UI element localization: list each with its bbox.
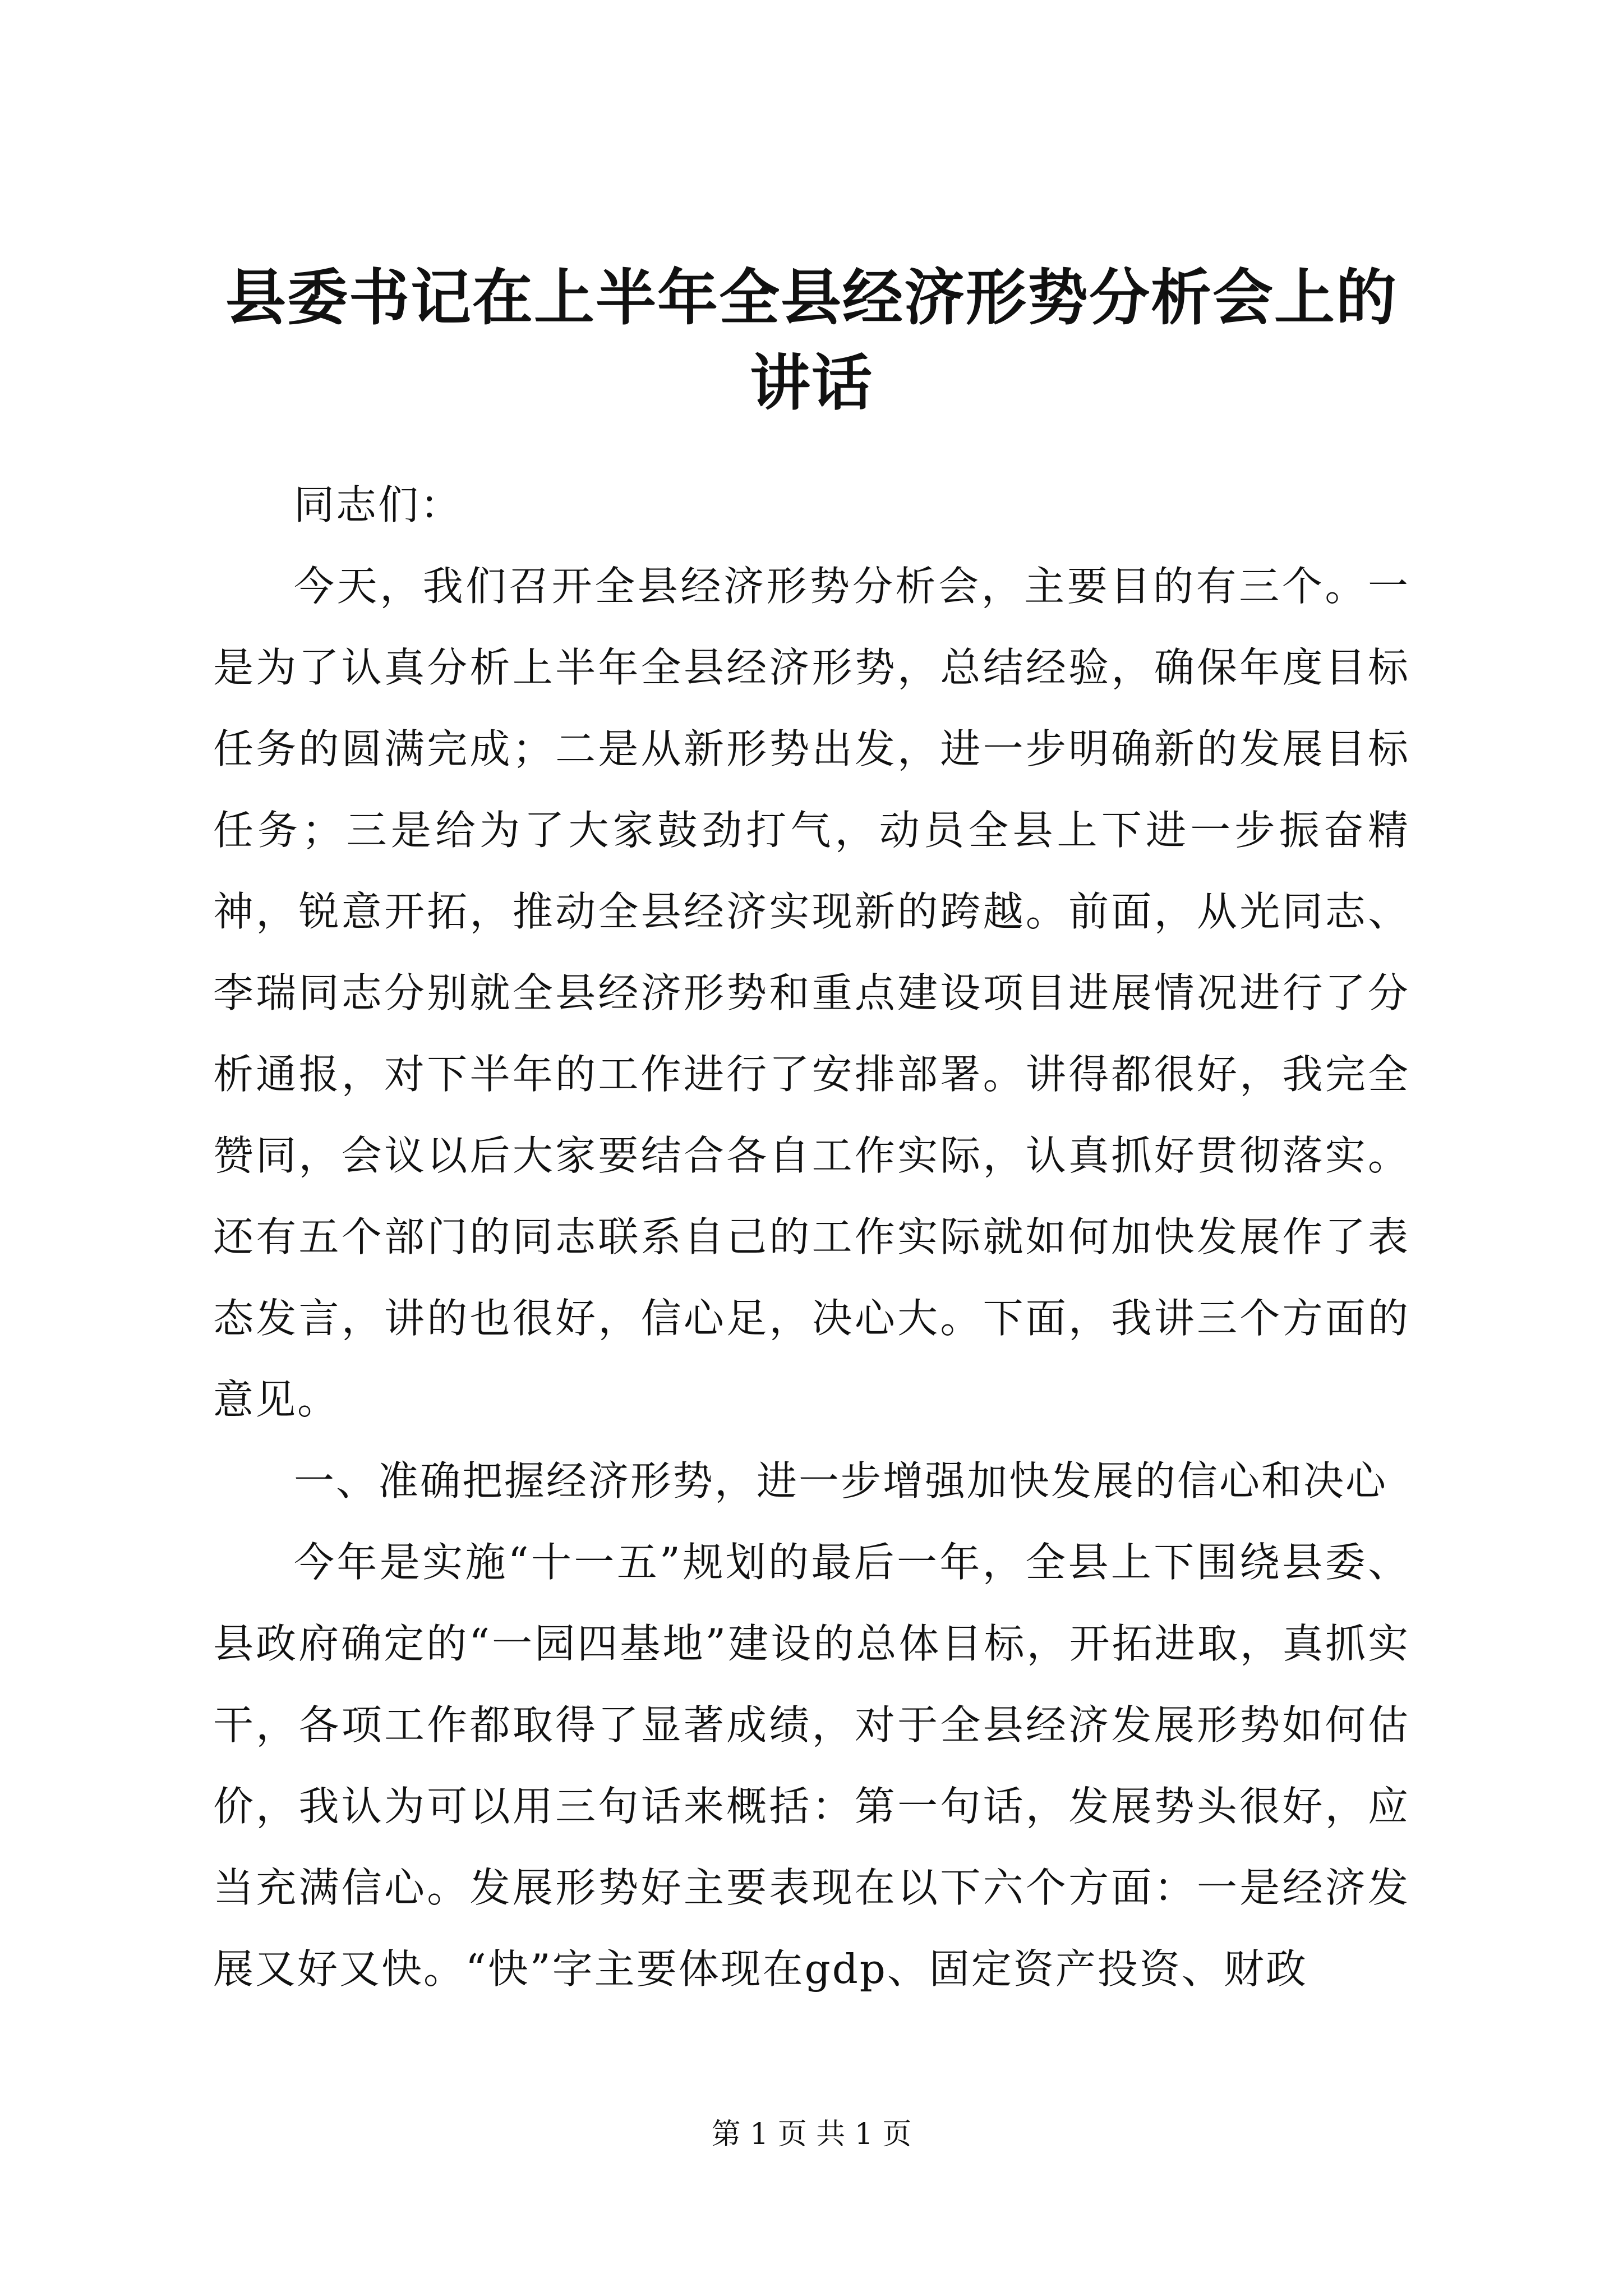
- section-heading: 一、准确把握经济形势，进一步增强加快发展的信心和决心: [294, 1457, 1388, 1504]
- document-title: 县委书记在上半年全县经济形势分析会上的讲话: [225, 263, 1398, 418]
- page-number: 第 1 页 共 1 页: [711, 2118, 912, 2151]
- salutation: 同志们：: [294, 481, 463, 528]
- page-footer: [0, 2115, 1623, 2154]
- body-paragraph: 今年是实施“十一五”规划的最后一年，全县上下围绕县委、县政府确定的“一园四基地”建设的总体目标，开拓进取，真抓实干，各项工作都取得了显著成绩，对于全县经济发展形势如何估价，我认为可以用三句话来概括：第一句话，发展势头很好，应当充满信心。发展形势好主要表现在以下六个方面：一是经济发展又好又快。“快”字主要体现在gdp、固定资产投资、财政: [213, 1539, 1410, 1993]
- document-body: [213, 464, 1410, 2010]
- body-paragraph: 今天，我们召开全县经济形势分析会，主要目的有三个。一是为了认真分析上半年全县经济形势，总结经验，确保年度目标任务的圆满完成；二是从新形势出发，进一步明确新的发展目标任务；三是给为了大家鼓劲打气，动员全县上下进一步振奋精神，锐意开拓，推动全县经济实现新的跨越。前面，从光同志、李瑞同志分别就全县经济形势和重点建设项目进展情况进行了分析通报，对下半年的工作进行了安排部署。讲得都很好，我完全赞同，会议以后大家要结合各自工作实际，认真抓好贯彻落实。还有五个部门的同志联系自己的工作实际就如何加快发展作了表态发言，讲的也很好，信心足，决心大。下面，我讲三个方面的意见。: [213, 563, 1410, 1423]
